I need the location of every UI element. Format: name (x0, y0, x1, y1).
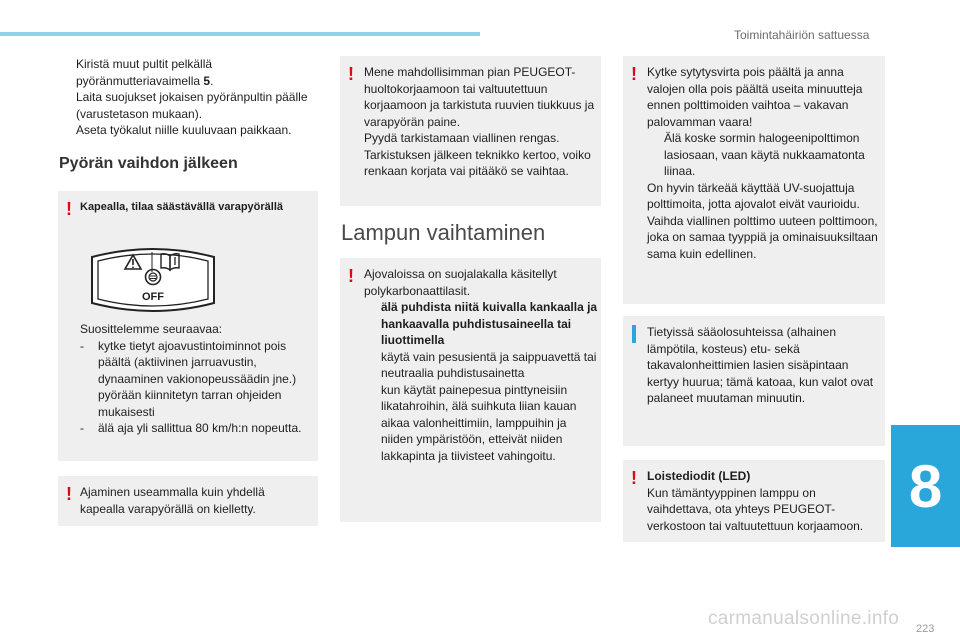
list-item: Älä koske sormin halogeenipolttimon lasiosaan, vaan käytä nukkaamatonta liinaa. (647, 130, 881, 180)
list-item: Kiristä muut pultit pelkällä pyöränmutteriavaimella 5. (59, 56, 321, 89)
heading-bulb-replacement: Lampun vaihtaminen (341, 220, 546, 245)
bullet-icon (364, 299, 381, 349)
warning-icon: ! (631, 64, 637, 84)
warning-box-spare-wheel (58, 191, 318, 461)
header-bar (0, 32, 480, 36)
warning-box-ignition-off (623, 56, 885, 304)
warning-icon: ! (66, 484, 72, 504)
warning-icon: ! (631, 468, 637, 488)
info-text: Tietyissä sääolosuhteissa (alhainen lämpötila, kosteus) etu- sekä takavalonheittimien lasien sisäpintaan kertyy huurua; tämä katoaa, kun valot ovat palaneet muutaman minuutin. (647, 325, 874, 405)
bullet-icon (364, 349, 381, 382)
recommendations (80, 321, 314, 437)
warning-icon: ! (348, 266, 354, 286)
page-number: 223 (916, 623, 935, 635)
list-item: Aseta työkalut niille kuuluvaan paikkaan. (59, 122, 321, 139)
bullet-icon (59, 56, 76, 89)
warning-box-workshop (340, 56, 601, 206)
info-box-condensation (623, 316, 885, 446)
list-item: älä puhdista niitä kuivalla kankaalla ja hankaavalla puhdistusaineella tai liuottimella (364, 299, 598, 349)
bullet-icon (59, 89, 76, 122)
warning-box-multiple-spares (58, 476, 318, 526)
warning-text: Ajaminen useammalla kuin yhdellä kapealla varapyörällä on kielletty. (80, 485, 265, 516)
warning-box-led (623, 460, 885, 542)
warning-text: Mene mahdollisimman pian PEUGEOT-huoltokorjaamoon tai valtuutettuun korjaamoon ja tarkistuta ruuvien tiukkuus ja varapyörän paine. Pyydä tarkistamaan viallinen rengas. Tarkistuksen jälkeen teknikko kertoo, voiko renkaan korjata vai pitääkö se vaihtaa. (364, 65, 595, 178)
bullet-icon (59, 122, 76, 139)
warning-text: Kytke sytytysvirta pois päältä ja anna valojen olla pois päältä useita minuutteja ennen polttimoiden vaihtoa – vakavan palovamman vaara! Älä koske sormin halogeenipolttimon lasiosaan, vaan käytä nukkaamatonta liinaa. On hyvin tärkeää käyttää UV-suojattuja polttimoita, jotta ajovalot eivät vaurioidu. Vaihda viallinen polttimo uuteen polttimoon, joka on samaa tyyppiä ja ominaisuuksiltaan sama kuin edellinen. (647, 64, 881, 262)
col1-bullets (59, 56, 321, 139)
recommend-intro: Suosittelemme seuraavaa: (80, 322, 223, 336)
warning-icon: ! (66, 199, 72, 219)
list-item: käytä vain pesusientä ja saippuavettä tai neutraalia puhdistusainetta (364, 349, 598, 382)
list-item: Laita suojukset jokaisen pyöränpultin päälle (varustetason mukaan). (59, 89, 321, 122)
info-icon (632, 325, 636, 343)
bullet-icon (647, 130, 664, 180)
list-item: kun käytät painepesua pinttyneisiin likatahroihin, älä suihkuta liian kauan aikaa valonheittimiin, lamppuihin ja niiden ympäristöön, etteivät niiden lakkapinta ja tiivisteet vahingoitu. (364, 382, 598, 465)
chapter-tab: 8 (891, 425, 960, 547)
section-title: Toimintahäiriön sattuessa (734, 28, 870, 42)
warning-text: Ajovaloissa on suojalakalla käsitellyt polykarbonaattilasit. älä puhdista niitä kuivalla kankaalla ja hankaavalla puhdistusaineella tai liuottimella käytä vain pesusientä ja saippuavettä tai neutraalia puhdistusainetta kun käytät painepesua pinttyneisiin likatahroihin, älä suihkuta liian kauan aikaa valonheittimiin, lamppuihin ja niiden ympäristöön, etteivät niiden lakkapinta ja tiivisteet vahingoitu. (364, 267, 598, 463)
warning-icon: ! (348, 64, 354, 84)
bullet-icon (364, 382, 381, 465)
watermark: carmanualsonline.info (708, 608, 900, 629)
spare-wheel-sticker-icon (84, 245, 222, 315)
list-item: - kytke tietyt ajoavustintoiminnot pois päältä (aktiivinen jarruavustin, dynaaminen vakionopeussäädin jne.) pyörään kiinnitetyn tarran ohjeiden mukaisesti (80, 338, 297, 419)
sticker-off-label: OFF (142, 291, 164, 303)
warning-text: Loistediodit (LED) Kun tämäntyyppinen lamppu on vaihdettava, ota yhteys PEUGEOT-verkostoon tai valtuutettuun korjaamoon. (647, 469, 864, 533)
heading-after-wheel-change: Pyörän vaihdon jälkeen (59, 155, 238, 172)
list-item: - älä aja yli sallittua 80 km/h:n nopeutta. (80, 421, 302, 435)
warning-box-headlamp-care (340, 258, 601, 522)
warning-title: Kapealla, tilaa säästävällä varapyörällä (80, 201, 284, 213)
